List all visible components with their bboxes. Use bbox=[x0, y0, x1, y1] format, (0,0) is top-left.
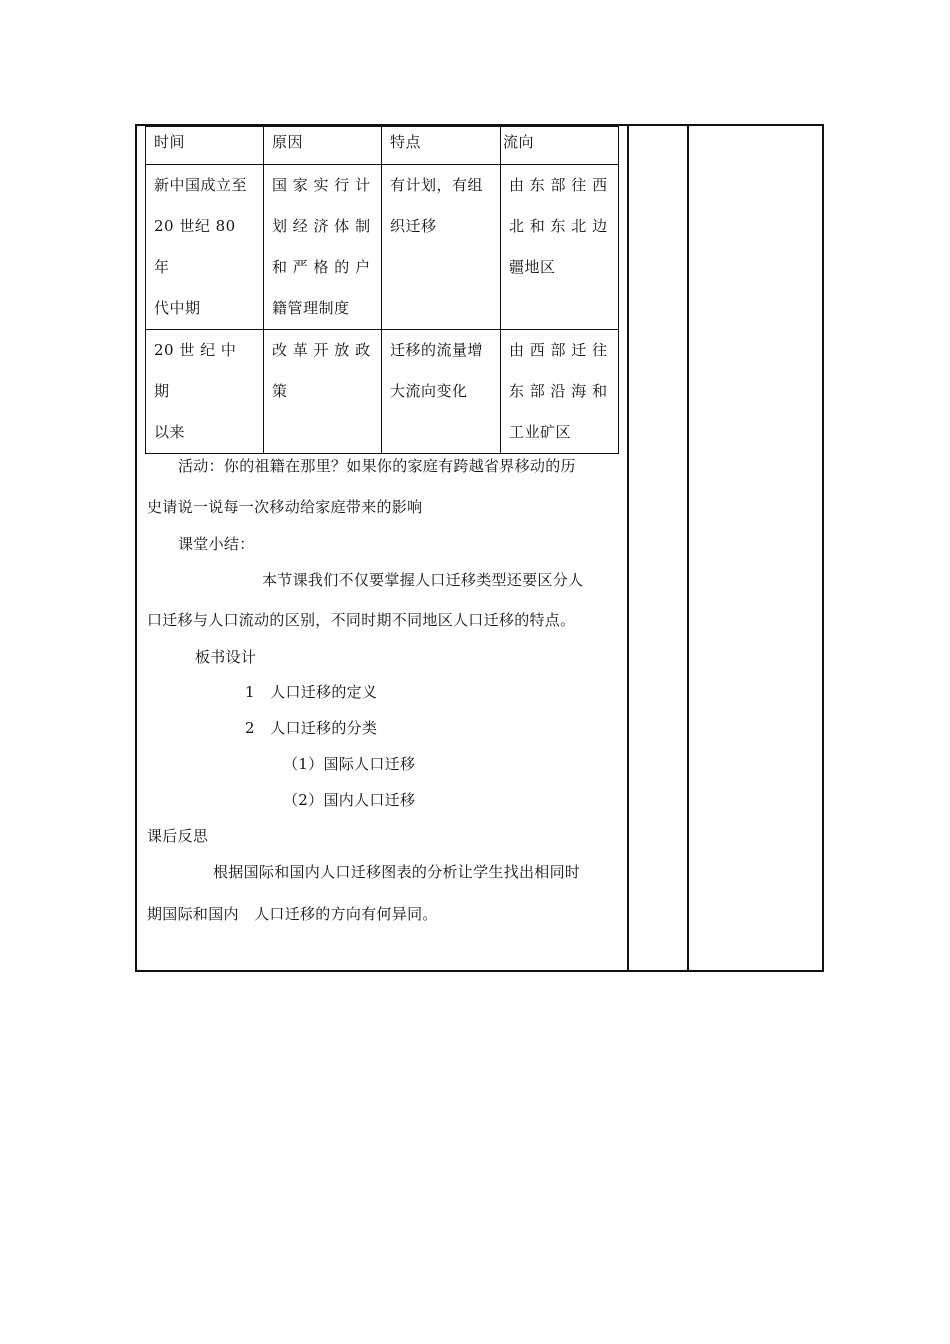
header-cause: 原因 bbox=[264, 127, 382, 165]
cell-line: 迁移的流量增 bbox=[390, 341, 484, 359]
summary-line-1: 本节课我们不仅要掌握人口迁移类型还要区分人 bbox=[262, 571, 584, 589]
cell-line: 疆地区 bbox=[509, 258, 556, 276]
reflection-line-2: 期国际和国内 人口迁移的方向有何异同。 bbox=[147, 905, 438, 923]
reflection-line-1: 根据国际和国内人口迁移图表的分析让学生找出相同时 bbox=[213, 863, 581, 881]
cell-line: 以来 bbox=[154, 423, 186, 441]
cause-cell bbox=[264, 330, 382, 454]
cell-line: 改 革 开 放 政 bbox=[272, 341, 371, 359]
direction-cell bbox=[501, 165, 619, 330]
cell-line: 工业矿区 bbox=[509, 423, 572, 441]
board-subitem-2: （2）国内人口迁移 bbox=[283, 791, 416, 809]
migration-table bbox=[145, 126, 619, 454]
period-cell bbox=[146, 165, 264, 330]
table-row bbox=[146, 330, 619, 454]
feature-cell bbox=[382, 330, 501, 454]
activity-line-2: 史请说一说每一次移动给家庭带来的影响 bbox=[147, 498, 423, 516]
header-feature: 特点 bbox=[382, 127, 501, 165]
cell-line: 有计划，有组 bbox=[390, 176, 484, 194]
header-direction: 流向 bbox=[501, 127, 619, 165]
column-divider-1 bbox=[627, 126, 629, 970]
cell-line: 划 经 济 体 制 bbox=[272, 217, 371, 235]
activity-line-1: 活动：你的祖籍在那里？如果你的家庭有跨越省界移动的历 bbox=[178, 457, 576, 475]
reflection-heading: 课后反思 bbox=[147, 827, 209, 845]
cell-line: 代中期 bbox=[154, 299, 201, 317]
cell-line: 和 严 格 的 户 bbox=[272, 258, 371, 276]
cell-line: 新中国成立至 bbox=[154, 176, 248, 194]
feature-cell bbox=[382, 165, 501, 330]
board-item-1: 1 人口迁移的定义 bbox=[245, 683, 378, 701]
cause-cell bbox=[264, 165, 382, 330]
period-cell bbox=[146, 330, 264, 454]
cell-line: 籍管理制度 bbox=[272, 299, 350, 317]
table-header-row bbox=[146, 127, 619, 165]
cell-line: 20 世 纪 中 期 bbox=[154, 341, 237, 400]
direction-cell bbox=[501, 330, 619, 454]
cell-line: 策 bbox=[272, 382, 288, 400]
summary-heading: 课堂小结： bbox=[178, 535, 255, 553]
cell-line: 北 和 东 北 边 bbox=[509, 217, 608, 235]
column-divider-2 bbox=[687, 126, 689, 970]
board-item-2: 2 人口迁移的分类 bbox=[245, 719, 378, 737]
header-time: 时间 bbox=[146, 127, 264, 165]
board-subitem-1: （1）国际人口迁移 bbox=[283, 755, 416, 773]
cell-line: 20 世纪 80 年 bbox=[154, 217, 236, 276]
cell-line: 由 东 部 往 西 bbox=[509, 176, 608, 194]
cell-line: 织迁移 bbox=[390, 217, 437, 235]
cell-line: 东 部 沿 海 和 bbox=[509, 382, 608, 400]
cell-line: 大流向变化 bbox=[390, 382, 468, 400]
summary-line-2: 口迁移与人口流动的区别，不同时期不同地区人口迁移的特点。 bbox=[147, 611, 576, 629]
cell-line: 国 家 实 行 计 bbox=[272, 176, 371, 194]
cell-line: 由 西 部 迁 往 bbox=[509, 341, 608, 359]
table-row bbox=[146, 165, 619, 330]
board-heading: 板书设计 bbox=[195, 648, 257, 666]
